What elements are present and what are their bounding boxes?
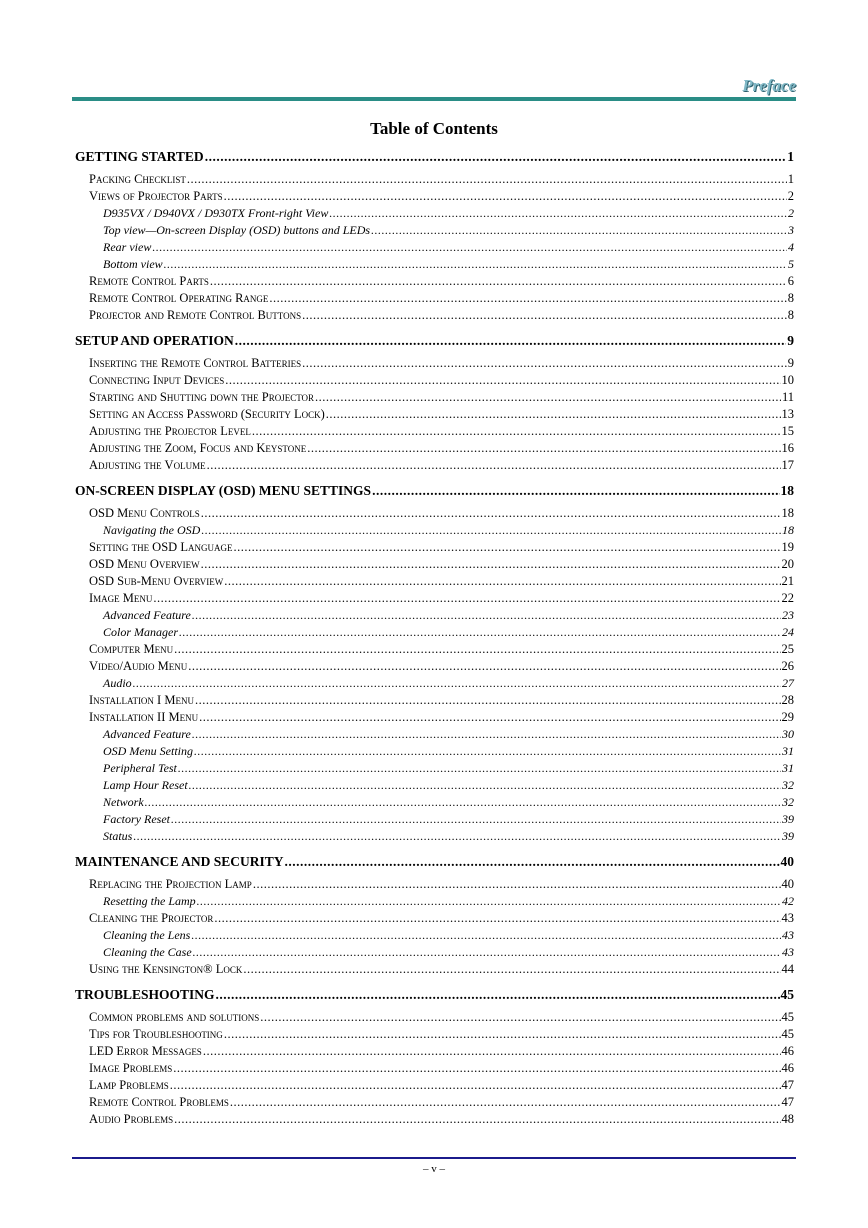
toc-entry-label: OSD Sub-Menu Overview	[89, 574, 224, 588]
toc-section-entry[interactable]	[75, 961, 794, 978]
toc-section-entry[interactable]	[75, 505, 794, 522]
toc-entry-label: LED Error Messages	[89, 1044, 202, 1058]
toc-entry-label: Replacing the Projection Lamp	[89, 877, 252, 891]
toc-subsection-entry[interactable]	[75, 760, 794, 777]
toc-entry-label: Cleaning the Projector	[89, 911, 214, 925]
toc-subsection-entry[interactable]	[75, 205, 794, 222]
toc-subsection-entry[interactable]	[75, 794, 794, 811]
toc-entry-label: Image Menu	[89, 591, 153, 605]
toc-page-number: 47	[781, 1095, 794, 1109]
toc-dot-leader	[372, 481, 779, 501]
toc-subsection-entry[interactable]	[75, 256, 794, 273]
toc-dot-leader	[201, 505, 781, 522]
toc-page-number: 26	[781, 659, 794, 673]
toc-entry-label: D935VX / D940VX / D930TX Front-right View	[103, 206, 329, 220]
toc-section-entry[interactable]	[75, 1026, 794, 1043]
toc-page-number: 48	[781, 1112, 794, 1126]
toc-entry-label: GETTING STARTED	[75, 149, 204, 164]
toc-page-number: 1	[787, 172, 794, 186]
toc-entry-label: Adjusting the Volume	[89, 458, 206, 472]
toc-page-number: 9	[787, 356, 794, 370]
toc-page-number: 16	[781, 441, 794, 455]
toc-dot-leader	[235, 331, 786, 351]
table-of-contents	[75, 147, 794, 1128]
toc-page-number: 46	[781, 1061, 794, 1075]
toc-subsection-entry[interactable]	[75, 239, 794, 256]
toc-page-number: 18	[781, 506, 794, 520]
toc-section-entry[interactable]	[75, 1060, 794, 1077]
toc-entry-label: Inserting the Remote Control Batteries	[89, 356, 302, 370]
toc-subsection-entry[interactable]	[75, 675, 794, 692]
toc-section-entry[interactable]	[75, 1111, 794, 1128]
toc-entry-label: Packing Checklist	[89, 172, 186, 186]
toc-page-number: 29	[781, 710, 794, 724]
toc-page-number: 43	[782, 928, 794, 942]
toc-dot-leader	[179, 624, 781, 641]
toc-dot-leader	[171, 811, 781, 828]
toc-dot-leader	[210, 273, 787, 290]
toc-page-number: 39	[782, 829, 794, 843]
toc-dot-leader	[233, 539, 780, 556]
toc-entry-label: Lamp Problems	[89, 1078, 169, 1092]
toc-page-number: 25	[781, 642, 794, 656]
toc-dot-leader	[192, 607, 781, 624]
toc-dot-leader	[193, 944, 781, 961]
toc-dot-leader	[285, 852, 780, 872]
toc-entry-label: Tips for Troubleshooting	[89, 1027, 223, 1041]
toc-entry-label: Advanced Feature	[103, 608, 191, 622]
toc-dot-leader	[192, 726, 781, 743]
toc-entry-label: Resetting the Lamp	[103, 894, 196, 908]
toc-page-number: 3	[788, 223, 794, 237]
toc-dot-leader	[329, 205, 787, 222]
header-rule	[72, 97, 796, 101]
toc-page-number: 32	[782, 778, 794, 792]
toc-page-number: 1	[787, 149, 794, 164]
toc-section-entry[interactable]	[75, 290, 794, 307]
toc-page-number: 5	[788, 257, 794, 271]
toc-dot-leader	[145, 794, 781, 811]
toc-subsection-entry[interactable]	[75, 944, 794, 961]
toc-subsection-entry[interactable]	[75, 222, 794, 239]
toc-entry-label: Remote Control Operating Range	[89, 291, 269, 305]
toc-entry-label: Network	[103, 795, 144, 809]
toc-page-number: 8	[787, 308, 794, 322]
toc-section-entry[interactable]	[75, 188, 794, 205]
toc-entry-label: Installation I Menu	[89, 693, 194, 707]
toc-page-number: 43	[782, 945, 794, 959]
toc-page-number: 21	[781, 574, 794, 588]
toc-dot-leader	[307, 440, 780, 457]
toc-dot-leader	[371, 222, 787, 239]
toc-dot-leader	[207, 457, 781, 474]
toc-entry-label: Color Manager	[103, 625, 178, 639]
toc-page-number: 4	[788, 240, 794, 254]
toc-section-entry[interactable]	[75, 573, 794, 590]
toc-dot-leader	[133, 675, 781, 692]
toc-section-entry[interactable]	[75, 406, 794, 423]
toc-page-number: 22	[781, 591, 794, 605]
toc-section-entry[interactable]	[75, 709, 794, 726]
toc-entry-label: Projector and Remote Control Buttons	[89, 308, 302, 322]
footer-page-number: – v –	[423, 1163, 445, 1175]
toc-section-entry[interactable]	[75, 910, 794, 927]
toc-entry-label: Cleaning the Case	[103, 945, 192, 959]
toc-entry-label: Setting the OSD Language	[89, 540, 233, 554]
toc-chapter-entry[interactable]	[75, 985, 794, 1005]
toc-entry-label: Views of Projector Parts	[89, 189, 223, 203]
toc-dot-leader	[153, 590, 780, 607]
toc-title: Table of Contents	[370, 119, 498, 138]
toc-section-entry[interactable]	[75, 457, 794, 474]
toc-section-entry[interactable]	[75, 658, 794, 675]
toc-page-number: 32	[782, 795, 794, 809]
toc-page-number: 2	[788, 206, 794, 220]
toc-dot-leader	[174, 641, 780, 658]
toc-subsection-entry[interactable]	[75, 777, 794, 794]
toc-dot-leader	[197, 893, 781, 910]
toc-page-number: 42	[782, 894, 794, 908]
toc-entry-label: Advanced Feature	[103, 727, 191, 741]
toc-subsection-entry[interactable]	[75, 893, 794, 910]
toc-dot-leader	[178, 760, 781, 777]
toc-entry-label: Status	[103, 829, 133, 843]
toc-subsection-entry[interactable]	[75, 624, 794, 641]
toc-page-number: 10	[781, 373, 794, 387]
toc-dot-leader	[194, 743, 781, 760]
toc-dot-leader	[302, 355, 787, 372]
toc-page-number: 31	[782, 761, 794, 775]
toc-page-number: 6	[787, 274, 794, 288]
toc-entry-label: Video/Audio Menu	[89, 659, 188, 673]
toc-page-number: 40	[781, 877, 794, 891]
toc-entry-label: SETUP AND OPERATION	[75, 333, 234, 348]
toc-page-number: 19	[781, 540, 794, 554]
toc-page-number: 15	[781, 424, 794, 438]
toc-entry-label: ON-SCREEN DISPLAY (OSD) MENU SETTINGS	[75, 483, 372, 498]
toc-section-entry[interactable]	[75, 876, 794, 893]
toc-subsection-entry[interactable]	[75, 927, 794, 944]
toc-entry-label: Navigating the OSD	[103, 523, 201, 537]
toc-section-entry[interactable]	[75, 423, 794, 440]
toc-page-number: 47	[781, 1078, 794, 1092]
toc-entry-label: Bottom view	[103, 257, 163, 271]
toc-page-number: 9	[787, 333, 794, 348]
toc-dot-leader	[174, 1111, 780, 1128]
toc-dot-leader	[164, 256, 787, 273]
toc-section-entry[interactable]	[75, 372, 794, 389]
toc-entry-label: OSD Menu Overview	[89, 557, 200, 571]
toc-chapter-entry[interactable]	[75, 852, 794, 872]
toc-page-number: 46	[781, 1044, 794, 1058]
toc-page-number: 17	[781, 458, 794, 472]
toc-section-entry[interactable]	[75, 355, 794, 372]
toc-page-number: 11	[781, 390, 794, 404]
toc-page-number: 18	[782, 523, 794, 537]
toc-page-number: 2	[787, 189, 794, 203]
toc-dot-leader	[253, 876, 781, 893]
toc-chapter-entry[interactable]	[75, 481, 794, 501]
toc-dot-leader	[302, 307, 787, 324]
toc-entry-label: OSD Menu Controls	[89, 506, 200, 520]
toc-dot-leader	[216, 985, 780, 1005]
toc-section-entry[interactable]	[75, 440, 794, 457]
toc-entry-label: Lamp Hour Reset	[103, 778, 188, 792]
toc-entry-label: Factory Reset	[103, 812, 170, 826]
toc-entry-label: Adjusting the Zoom, Focus and Keystone	[89, 441, 307, 455]
toc-page-number: 8	[787, 291, 794, 305]
toc-dot-leader	[195, 692, 781, 709]
toc-dot-leader	[189, 777, 781, 794]
toc-page-number: 28	[781, 693, 794, 707]
toc-chapter-entry[interactable]	[75, 331, 794, 351]
toc-page-number: 20	[781, 557, 794, 571]
toc-entry-label: Audio	[103, 676, 132, 690]
toc-section-entry[interactable]	[75, 307, 794, 324]
toc-dot-leader	[199, 709, 780, 726]
footer-rule	[72, 1157, 796, 1159]
toc-entry-label: Remote Control Parts	[89, 274, 209, 288]
toc-dot-leader	[269, 290, 786, 307]
toc-page-number: 39	[782, 812, 794, 826]
toc-entry-label: Top view—On-screen Display (OSD) buttons and LEDs	[103, 223, 371, 237]
toc-entry-label: Connecting Input Devices	[89, 373, 225, 387]
toc-dot-leader	[201, 556, 781, 573]
toc-page-number: 40	[780, 854, 794, 869]
toc-dot-leader	[191, 927, 781, 944]
toc-dot-leader	[133, 828, 781, 845]
toc-section-entry[interactable]	[75, 273, 794, 290]
toc-dot-leader	[243, 961, 780, 978]
toc-dot-leader	[224, 188, 787, 205]
toc-dot-leader	[214, 910, 780, 927]
toc-subsection-entry[interactable]	[75, 522, 794, 539]
toc-entry-label: TROUBLESHOOTING	[75, 987, 215, 1002]
toc-section-entry[interactable]	[75, 1043, 794, 1060]
toc-page-number: 45	[781, 1010, 794, 1024]
toc-entry-label: Computer Menu	[89, 642, 174, 656]
toc-page-number: 45	[780, 987, 794, 1002]
toc-subsection-entry[interactable]	[75, 607, 794, 624]
toc-dot-leader	[224, 1026, 781, 1043]
toc-dot-leader	[188, 658, 780, 675]
toc-entry-label: Setting an Access Password (Security Lock)	[89, 407, 325, 421]
toc-dot-leader	[203, 1043, 781, 1060]
toc-dot-leader	[187, 171, 787, 188]
toc-subsection-entry[interactable]	[75, 726, 794, 743]
toc-entry-label: Adjusting the Projector Level	[89, 424, 251, 438]
toc-dot-leader	[315, 389, 781, 406]
toc-dot-leader	[326, 406, 781, 423]
toc-page-number: 23	[782, 608, 794, 622]
toc-dot-leader	[260, 1009, 780, 1026]
toc-subsection-entry[interactable]	[75, 743, 794, 760]
toc-entry-label: Using the Kensington® Lock	[89, 962, 243, 976]
toc-page-number: 30	[782, 727, 794, 741]
section-title: Preface	[742, 76, 796, 95]
toc-section-entry[interactable]	[75, 590, 794, 607]
toc-section-entry[interactable]	[75, 171, 794, 188]
toc-section-entry[interactable]	[75, 1094, 794, 1111]
toc-dot-leader	[205, 147, 787, 167]
toc-entry-label: Peripheral Test	[103, 761, 177, 775]
toc-dot-leader	[152, 239, 787, 256]
toc-entry-label: Starting and Shutting down the Projector	[89, 390, 315, 404]
toc-dot-leader	[230, 1094, 781, 1111]
toc-section-entry[interactable]	[75, 539, 794, 556]
toc-dot-leader	[170, 1077, 781, 1094]
toc-page-number: 43	[781, 911, 794, 925]
toc-section-entry[interactable]	[75, 389, 794, 406]
toc-page-number: 27	[782, 676, 794, 690]
toc-entry-label: Installation II Menu	[89, 710, 199, 724]
toc-dot-leader	[225, 372, 780, 389]
toc-page-number: 13	[781, 407, 794, 421]
toc-chapter-entry[interactable]	[75, 147, 794, 167]
toc-entry-label: Cleaning the Lens	[103, 928, 191, 942]
toc-entry-label: Rear view	[103, 240, 152, 254]
toc-entry-label: Image Problems	[89, 1061, 173, 1075]
toc-dot-leader	[252, 423, 781, 440]
toc-entry-label: Remote Control Problems	[89, 1095, 229, 1109]
toc-entry-label: Audio Problems	[89, 1112, 174, 1126]
toc-subsection-entry[interactable]	[75, 828, 794, 845]
toc-page-number: 44	[781, 962, 794, 976]
toc-page-number: 24	[782, 625, 794, 639]
toc-subsection-entry[interactable]	[75, 811, 794, 828]
toc-entry-label: Common problems and solutions	[89, 1010, 260, 1024]
toc-dot-leader	[201, 522, 781, 539]
toc-dot-leader	[173, 1060, 780, 1077]
toc-section-entry[interactable]	[75, 641, 794, 658]
toc-page-number: 31	[782, 744, 794, 758]
toc-entry-label: MAINTENANCE AND SECURITY	[75, 854, 284, 869]
toc-section-entry[interactable]	[75, 556, 794, 573]
toc-entry-label: OSD Menu Setting	[103, 744, 193, 758]
toc-dot-leader	[224, 573, 780, 590]
toc-section-entry[interactable]	[75, 1077, 794, 1094]
toc-page-number: 18	[780, 483, 794, 498]
toc-section-entry[interactable]	[75, 1009, 794, 1026]
toc-page-number: 45	[781, 1027, 794, 1041]
toc-section-entry[interactable]	[75, 692, 794, 709]
